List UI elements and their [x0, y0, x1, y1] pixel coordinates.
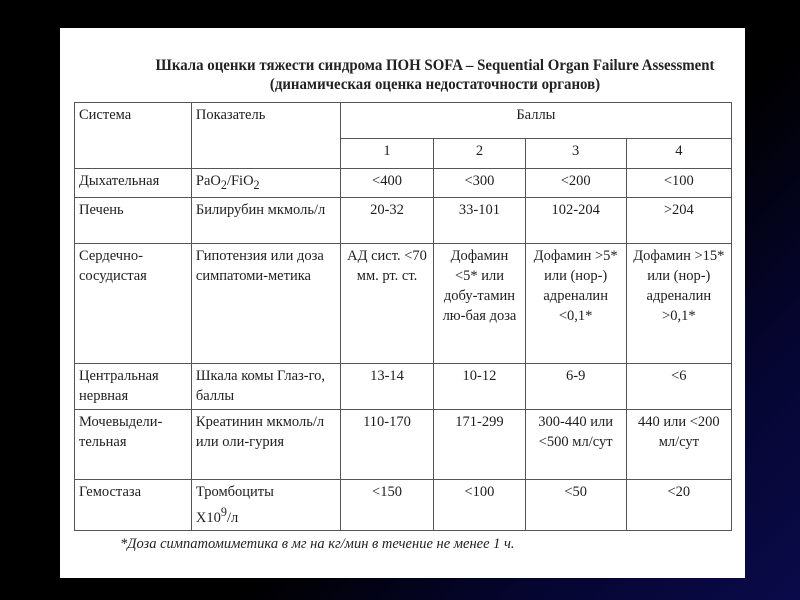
score-cell: <50 [525, 479, 626, 530]
indicator-part: Тромбоциты [195, 483, 274, 500]
indicator-subscript: 2 [253, 177, 260, 192]
indicator-superscript: 9 [220, 504, 227, 519]
indicator-part: /л [226, 509, 239, 526]
score-cell: Дофамин >15* или (нор-) адреналин >0,1* [626, 243, 731, 363]
header-score-1: 1 [340, 139, 434, 169]
score-cell: <300 [434, 169, 525, 198]
score-cell: <100 [626, 169, 731, 198]
table-row [75, 243, 732, 363]
indicator-part: PaO [195, 173, 221, 189]
system-cell: Дыхательная [75, 169, 192, 198]
indicator-cell [191, 169, 340, 198]
score-cell: 440 или <200 мл/сут [626, 409, 731, 479]
indicator-cell: Билирубин мкмоль/л [191, 197, 340, 243]
score-cell: Дофамин >5* или (нор-) адреналин <0,1* [525, 243, 626, 363]
header-score-4: 4 [626, 139, 731, 169]
system-cell: Сердечно-сосудистая [75, 243, 192, 363]
system-cell: Мочевыдели-тельная [75, 409, 192, 479]
title-line-2: (динамическая оценка недостаточности органов) [269, 76, 601, 93]
slide-title [137, 56, 732, 94]
slide-panel [60, 28, 745, 578]
score-cell: 20-32 [340, 197, 434, 243]
table-row [75, 479, 732, 530]
score-cell: 102-204 [525, 197, 626, 243]
score-cell: <6 [626, 363, 731, 409]
table-row [75, 169, 732, 198]
table-row [75, 363, 732, 409]
score-cell: 110-170 [340, 409, 434, 479]
score-cell: <100 [434, 479, 525, 530]
score-cell: >204 [626, 197, 731, 243]
score-cell: АД сист. <70 мм. рт. ст. [340, 243, 434, 363]
header-system: Система [75, 103, 192, 169]
table-row [75, 197, 732, 243]
score-cell: 6-9 [525, 363, 626, 409]
header-scores: Баллы [340, 103, 731, 139]
system-cell: Печень [75, 197, 192, 243]
score-cell: <200 [525, 169, 626, 198]
score-cell: <150 [340, 479, 434, 530]
table-header-row [75, 103, 732, 139]
score-cell: 171-299 [434, 409, 525, 479]
header-score-2: 2 [434, 139, 525, 169]
indicator-cell: Гипотензия или доза симпатоми-метика [191, 243, 340, 363]
sofa-table [74, 102, 732, 531]
score-cell: 13-14 [340, 363, 434, 409]
system-cell: Центральная нервная [75, 363, 192, 409]
header-score-3: 3 [525, 139, 626, 169]
indicator-cell: Шкала комы Глаз-го, баллы [191, 363, 340, 409]
score-cell: <400 [340, 169, 434, 198]
title-line-1: Шкала оценки тяжести синдрома ПОН SOFA – Sequential Organ Failure Assessment [155, 57, 715, 74]
indicator-cell: Креатинин мкмоль/л или оли-гурия [191, 409, 340, 479]
table-row [75, 409, 732, 479]
score-cell: 10-12 [434, 363, 525, 409]
footnote: *Доза симпатомиметика в мг на кг/мин в течение не менее 1 ч. [120, 536, 515, 552]
score-cell: <20 [626, 479, 731, 530]
score-cell: 33-101 [434, 197, 525, 243]
indicator-subscript: 2 [220, 177, 227, 192]
score-cell: Дофамин <5* или добу-тамин лю-бая доза [434, 243, 525, 363]
indicator-cell [191, 479, 340, 530]
header-indicator: Показатель [191, 103, 340, 169]
system-cell: Гемостаза [75, 479, 192, 530]
indicator-part: X10 [195, 509, 221, 526]
score-cell: 300-440 или <500 мл/сут [525, 409, 626, 479]
indicator-part: /FiO [226, 173, 254, 189]
